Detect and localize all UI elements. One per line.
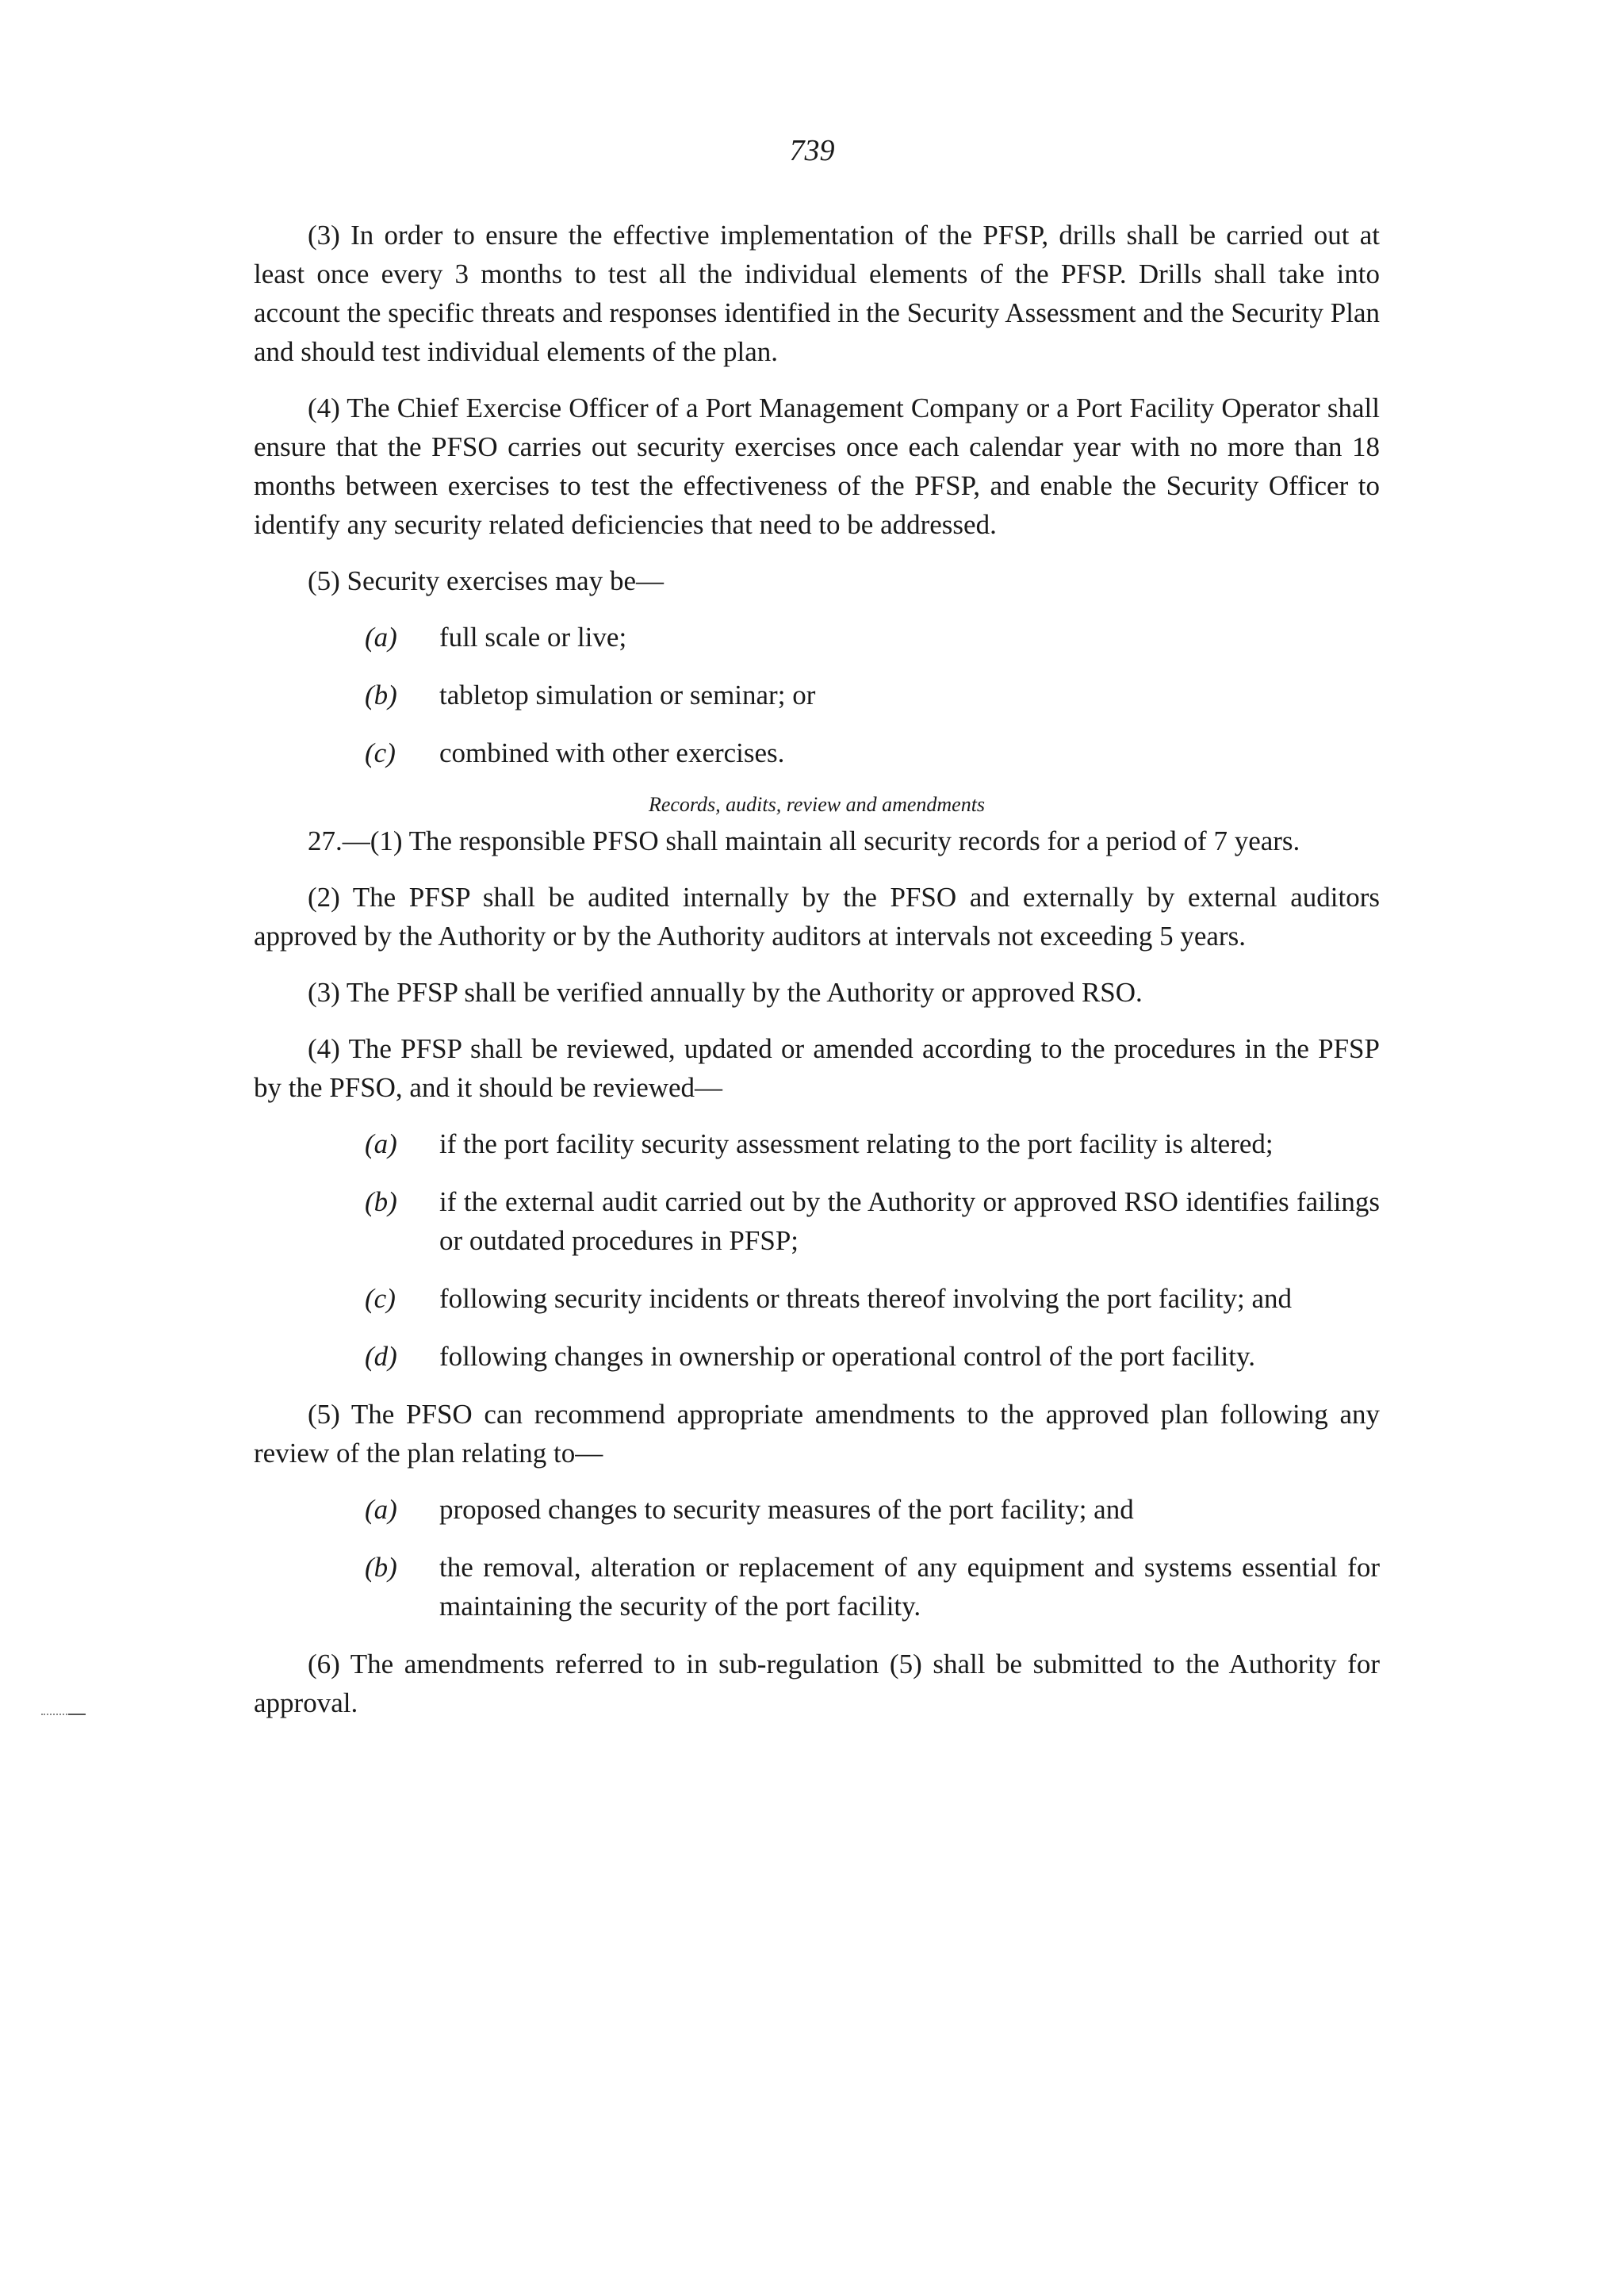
margin-mark bbox=[41, 1714, 82, 1715]
list-item bbox=[254, 618, 1380, 657]
list-item-text: following changes in ownership or operational control of the port facility. bbox=[439, 1341, 1255, 1372]
list-item-label: (c) bbox=[365, 1283, 396, 1314]
paragraph: (3) The PFSP shall be verified annually by the Authority or approved RSO. bbox=[308, 977, 1143, 1008]
list-item-text: the removal, alteration or replacement of any equipment and systems essential for maintaining the security of the port facility. bbox=[439, 1552, 1380, 1622]
section-heading: Records, audits, review and amendments bbox=[648, 793, 986, 816]
list-item bbox=[254, 1182, 1380, 1260]
list-item bbox=[254, 1124, 1380, 1163]
paragraph: (2) The PFSP shall be audited internally by the PFSO and externally by external auditors approved by the Authority or by the Authority auditors at intervals not exceeding 5 years. bbox=[254, 882, 1380, 952]
paragraph: (5) The PFSO can recommend appropriate amendments to the approved plan following any review of the plan relating to— bbox=[254, 1399, 1380, 1469]
document-body bbox=[254, 216, 1380, 1740]
list-item bbox=[254, 1279, 1380, 1318]
paragraph: (6) The amendments referred to in sub-regulation (5) shall be submitted to the Authority for approval. bbox=[254, 1649, 1380, 1718]
list-item-text: full scale or live; bbox=[439, 622, 627, 653]
list-item bbox=[254, 1337, 1380, 1376]
list-item-label: (b) bbox=[365, 1552, 397, 1583]
list-item bbox=[254, 1548, 1380, 1626]
list-item-text: proposed changes to security measures of the port facility; and bbox=[439, 1494, 1134, 1525]
list-item-label: (d) bbox=[365, 1341, 397, 1372]
list-item-label: (a) bbox=[365, 622, 397, 653]
list-item-text: if the external audit carried out by the Authority or approved RSO identifies failings or outdated procedures in PFSP; bbox=[439, 1186, 1380, 1256]
list-item bbox=[254, 1490, 1380, 1529]
list-item bbox=[254, 676, 1380, 714]
paragraph: 27.—(1) The responsible PFSO shall maintain all security records for a period of 7 years. bbox=[308, 825, 1300, 856]
list-item-text: if the port facility security assessment relating to the port facility is altered; bbox=[439, 1128, 1274, 1159]
list-item-label: (b) bbox=[365, 1186, 397, 1217]
paragraph: (4) The PFSP shall be reviewed, updated or amended according to the procedures in the PFSP by the PFSO, and it should be reviewed— bbox=[254, 1033, 1380, 1103]
paragraph: (3) In order to ensure the effective implementation of the PFSP, drills shall be carried out at least once every 3 months to test all the individual elements of the PFSP. Drills shall take into account the specific threats and responses identified in the Security Assessment and the Security Plan and should test individual elements of the plan. bbox=[254, 220, 1380, 367]
list-item-text: following security incidents or threats thereof involving the port facility; and bbox=[439, 1283, 1293, 1314]
list-item-label: (a) bbox=[365, 1494, 397, 1525]
list-item-text: tabletop simulation or seminar; or bbox=[439, 680, 816, 710]
list-item-text: combined with other exercises. bbox=[439, 737, 785, 768]
list-item-label: (a) bbox=[365, 1128, 397, 1159]
list-item-label: (b) bbox=[365, 680, 397, 710]
paragraph: (5) Security exercises may be— bbox=[308, 565, 665, 596]
page-number: 739 bbox=[789, 134, 835, 167]
list-item-label: (c) bbox=[365, 737, 396, 768]
list-item bbox=[254, 733, 1380, 772]
paragraph: (4) The Chief Exercise Officer of a Port Management Company or a Port Facility Operator shall ensure that the PFSO carries out security exercises once each calendar year with no more than 18 months between exercises to test the effectiveness of the PFSP, and enable the Security Officer to identify any security related deficiencies that need to be addressed. bbox=[254, 393, 1380, 540]
